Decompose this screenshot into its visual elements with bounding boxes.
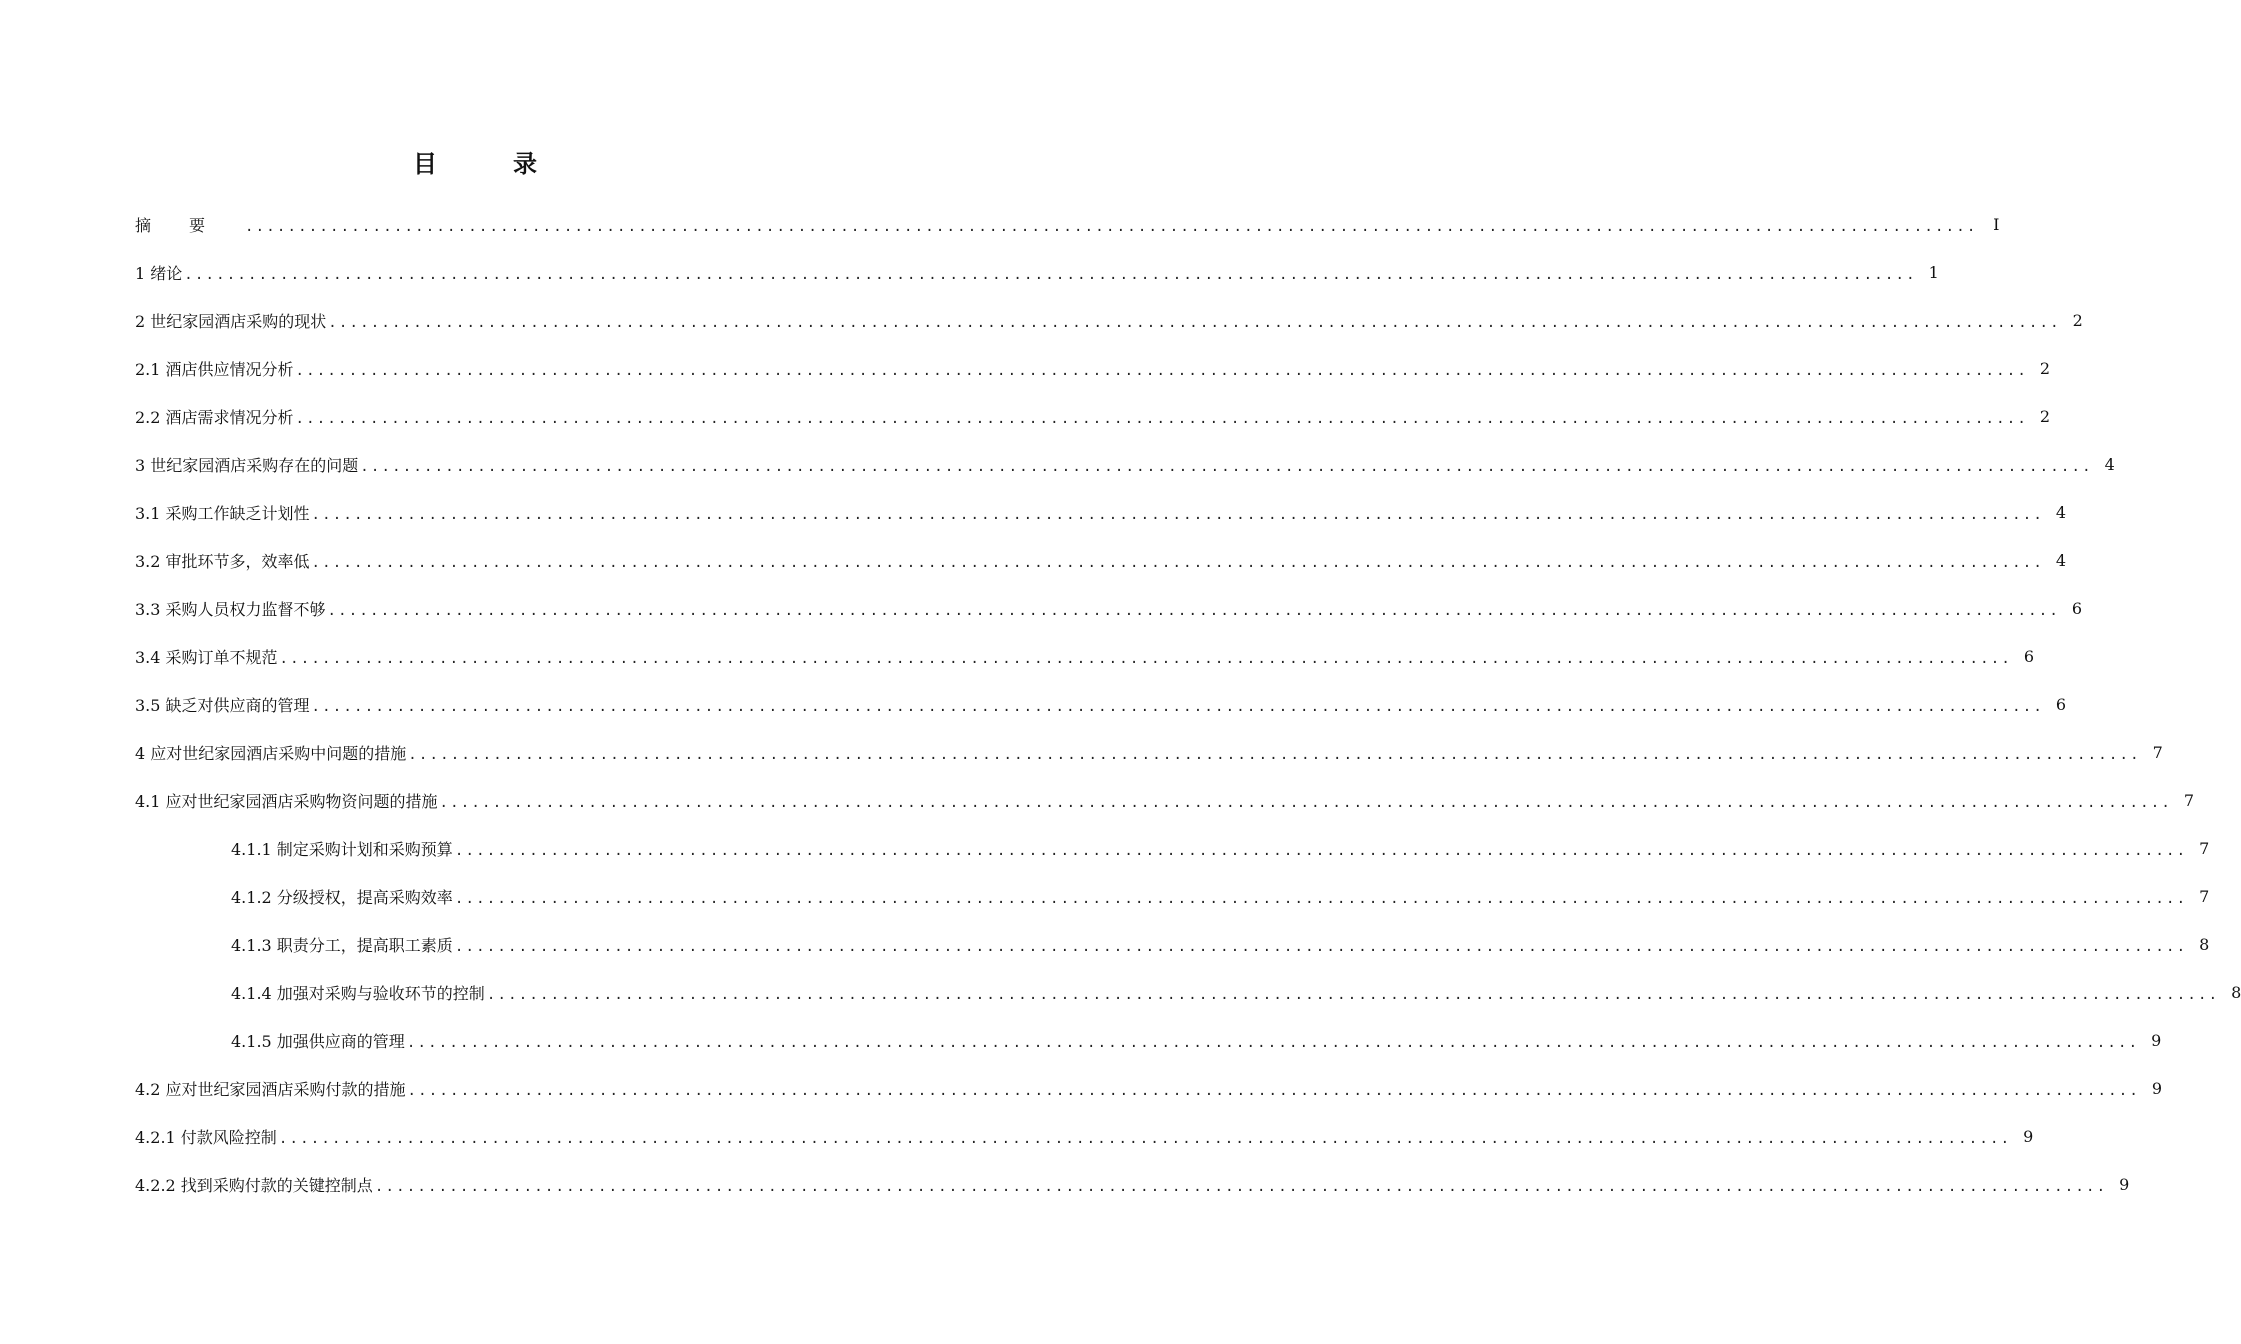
toc-entry-label: 3 世纪家园酒店采购存在的问题 bbox=[135, 455, 359, 475]
toc-entry-page-number: 6 bbox=[2023, 646, 2035, 666]
toc-entry-label: 1 绪论 bbox=[135, 263, 183, 283]
toc-entry-page-number: 6 bbox=[2055, 694, 2067, 714]
toc-entry-page-number: 2 bbox=[2072, 310, 2083, 330]
toc-entry-page-number: 9 bbox=[2151, 1078, 2163, 1098]
toc-entry-page-number: I bbox=[1993, 214, 2000, 234]
toc-leader-dots: ................................................................................................................................................................... bbox=[454, 939, 2188, 955]
toc-leader-dots: ................................................................................................................................................................... bbox=[279, 651, 2013, 667]
toc-entry-label: 4.2.1 付款风险控制 bbox=[135, 1127, 277, 1147]
table-of-contents bbox=[135, 200, 2241, 1208]
toc-entry-page-number: 7 bbox=[2199, 838, 2210, 858]
toc-entry-label: 4.1 应对世纪家园酒店采购物资问题的措施 bbox=[135, 791, 438, 811]
toc-entry-page-number: 4 bbox=[2055, 550, 2067, 570]
toc-leader-dots: ................................................................................................................................................................... bbox=[360, 459, 2093, 475]
toc-entry-page-number: 8 bbox=[2231, 982, 2241, 1002]
toc-entry-label: 4.2.2 找到采购付款的关键控制点 bbox=[135, 1175, 373, 1195]
toc-entry-label: 4.1.2 分级授权，提高采购效率 bbox=[231, 887, 453, 907]
toc-entry[interactable] bbox=[135, 920, 2210, 968]
toc-entry[interactable] bbox=[135, 1112, 2034, 1160]
toc-entry-label: 4 应对世纪家园酒店采购中问题的措施 bbox=[135, 743, 407, 763]
toc-leader-dots: ................................................................................................................................................................... bbox=[311, 699, 2045, 715]
toc-entry[interactable] bbox=[135, 248, 1939, 296]
toc-entry[interactable] bbox=[135, 344, 2051, 392]
toc-entry-label: 3.3 采购人员权力监督不够 bbox=[135, 599, 326, 619]
toc-entry-label: 2 世纪家园酒店采购的现状 bbox=[135, 311, 327, 331]
toc-entry[interactable] bbox=[135, 536, 2067, 584]
toc-leader-dots: ................................................................................................................................................................... bbox=[311, 507, 2045, 523]
toc-entry[interactable] bbox=[135, 1160, 2130, 1208]
toc-entry-page-number: 1 bbox=[1928, 262, 1939, 282]
toc-entry-label: 4.1.5 加强供应商的管理 bbox=[231, 1031, 405, 1051]
toc-entry-page-number: 7 bbox=[2199, 886, 2210, 906]
toc-entry-page-number: 7 bbox=[2183, 790, 2195, 810]
toc-entry-page-number: 9 bbox=[2023, 1126, 2034, 1146]
toc-leader-dots: ................................................................................................................................................................... bbox=[311, 555, 2045, 571]
toc-leader-dots: ................................................................................................................................................................... bbox=[278, 1131, 2012, 1147]
toc-entry[interactable] bbox=[135, 584, 2083, 632]
toc-leader-dots: ................................................................................................................................................................... bbox=[454, 891, 2188, 907]
toc-entry-page-number: 7 bbox=[2152, 742, 2163, 762]
toc-entry-label: 3.5 缺乏对供应商的管理 bbox=[135, 695, 310, 715]
toc-entry[interactable] bbox=[135, 776, 2195, 824]
toc-entry[interactable] bbox=[135, 1064, 2163, 1112]
toc-entry-label: 摘要 bbox=[135, 215, 244, 235]
toc-leader-dots: ................................................................................................................................................................... bbox=[454, 843, 2188, 859]
toc-entry-page-number: 9 bbox=[2119, 1174, 2130, 1194]
toc-leader-dots: ................................................................................................................................................................... bbox=[245, 219, 1978, 235]
toc-entry-page-number: 4 bbox=[2055, 502, 2067, 522]
toc-entry-label: 4.1.1 制定采购计划和采购预算 bbox=[231, 839, 453, 859]
toc-leader-dots: ................................................................................................................................................................... bbox=[295, 411, 2029, 427]
toc-entry-page-number: 9 bbox=[2151, 1030, 2162, 1050]
toc-entry-page-number: 4 bbox=[2104, 454, 2115, 474]
toc-entry-label: 4.1.4 加强对采购与验收环节的控制 bbox=[231, 983, 485, 1003]
toc-entry[interactable] bbox=[135, 392, 2051, 440]
toc-entry-label: 2.1 酒店供应情况分析 bbox=[135, 359, 294, 379]
toc-entry[interactable] bbox=[135, 1016, 2162, 1064]
toc-entry[interactable] bbox=[135, 440, 2115, 488]
toc-leader-dots: ................................................................................................................................................................... bbox=[327, 603, 2061, 619]
toc-entry-page-number: 2 bbox=[2039, 406, 2051, 426]
toc-entry-page-number: 6 bbox=[2071, 598, 2083, 618]
page-title: 目 录 bbox=[413, 150, 563, 178]
toc-entry[interactable] bbox=[135, 296, 2083, 344]
toc-leader-dots: ................................................................................................................................................................... bbox=[408, 747, 2141, 763]
toc-leader-dots: ................................................................................................................................................................... bbox=[184, 267, 1917, 283]
toc-entry[interactable] bbox=[135, 200, 2000, 248]
toc-entry-label: 4.2 应对世纪家园酒店采购付款的措施 bbox=[135, 1079, 406, 1099]
toc-entry-page-number: 8 bbox=[2199, 934, 2210, 954]
toc-leader-dots: ................................................................................................................................................................... bbox=[374, 1179, 2108, 1195]
toc-entry-label: 3.4 采购订单不规范 bbox=[135, 647, 278, 667]
toc-entry-label: 3.2 审批环节多，效率低 bbox=[135, 551, 310, 571]
toc-entry[interactable] bbox=[135, 680, 2067, 728]
toc-entry[interactable] bbox=[135, 728, 2163, 776]
toc-entry-page-number: 2 bbox=[2039, 358, 2051, 378]
toc-leader-dots: ................................................................................................................................................................... bbox=[406, 1035, 2140, 1051]
toc-entry-label: 3.1 采购工作缺乏计划性 bbox=[135, 503, 310, 523]
toc-entry[interactable] bbox=[135, 968, 2241, 1016]
toc-leader-dots: ................................................................................................................................................................... bbox=[486, 987, 2220, 1003]
toc-entry[interactable] bbox=[135, 632, 2035, 680]
toc-entry[interactable] bbox=[135, 488, 2067, 536]
toc-leader-dots: ................................................................................................................................................................... bbox=[439, 795, 2173, 811]
toc-entry-label: 2.2 酒店需求情况分析 bbox=[135, 407, 294, 427]
toc-entry[interactable] bbox=[135, 824, 2210, 872]
toc-leader-dots: ................................................................................................................................................................... bbox=[295, 363, 2029, 379]
toc-leader-dots: ................................................................................................................................................................... bbox=[328, 315, 2061, 331]
toc-leader-dots: ................................................................................................................................................................... bbox=[407, 1083, 2141, 1099]
toc-entry[interactable] bbox=[135, 872, 2210, 920]
toc-entry-label: 4.1.3 职责分工，提高职工素质 bbox=[231, 935, 453, 955]
